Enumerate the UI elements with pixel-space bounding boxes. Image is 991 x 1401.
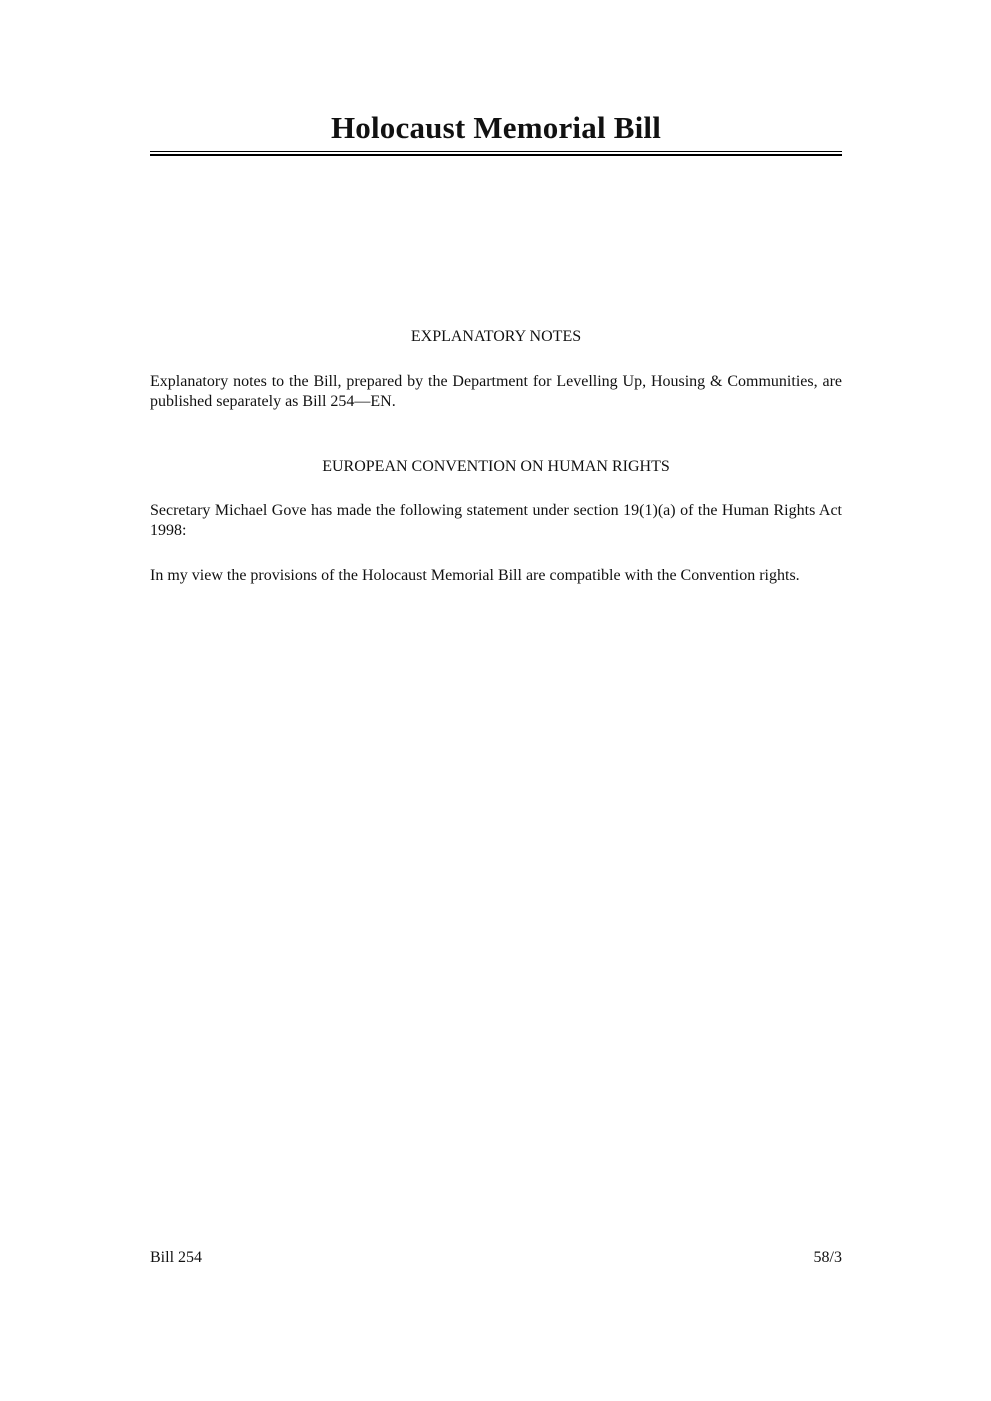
title-rule-thin (150, 151, 842, 152)
document-title: Holocaust Memorial Bill (330, 110, 662, 145)
explanatory-notes-heading: EXPLANATORY NOTES (410, 328, 582, 345)
echr-statement-intro: Secretary Michael Gove has made the following statement under section 19(1)(a) of the Human Rights Act 1998: (150, 502, 842, 539)
echr-statement: In my view the provisions of the Holocaust Memorial Bill are compatible with the Convention rights. (150, 567, 800, 584)
title-rule-thick (150, 154, 842, 156)
echr-heading: EUROPEAN CONVENTION ON HUMAN RIGHTS (322, 458, 670, 475)
explanatory-notes-text: Explanatory notes to the Bill, prepared by the Department for Levelling Up, Housing & Communities, are published separately as Bill 254—EN. (150, 373, 842, 410)
footer-reference: 58/3 (813, 1249, 842, 1266)
footer-bill-number: Bill 254 (150, 1249, 203, 1266)
